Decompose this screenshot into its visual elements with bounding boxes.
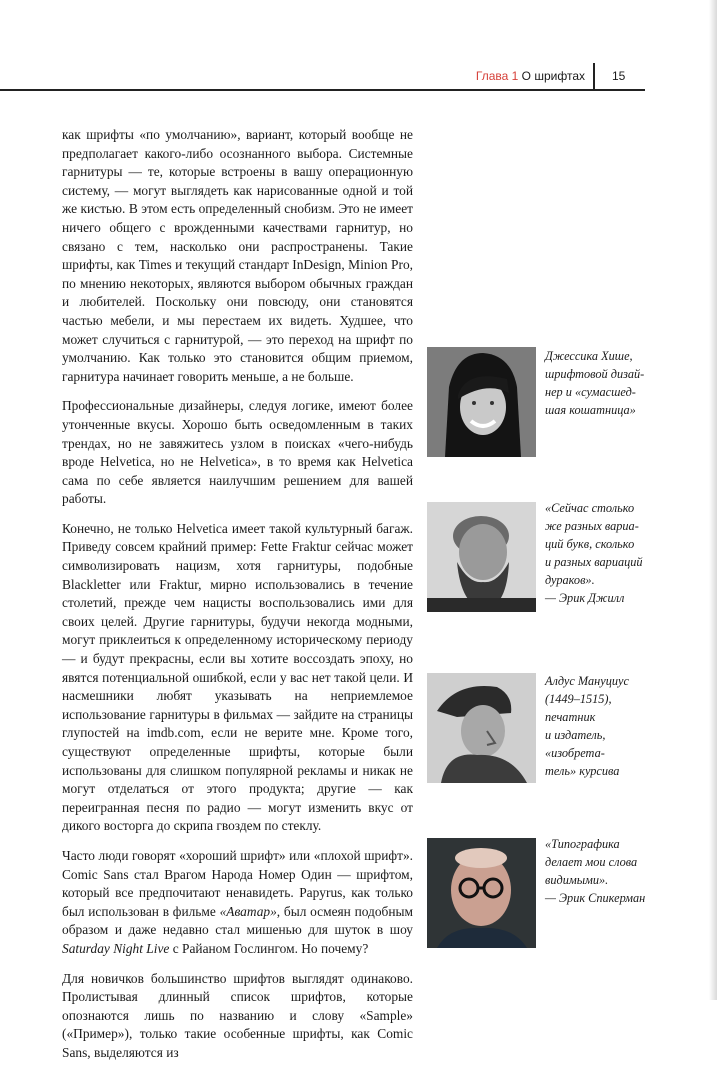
chapter-title: О шрифтах xyxy=(521,69,585,83)
caption-erik-spiekermann: «Типографика делает мои слова видимыми». — Эрик Спикерман xyxy=(545,837,646,905)
caption-eric-gill: «Сейчас столько же разных вариа- ций букв, сколько и разных вариаций дураков». — Эрик Джилл xyxy=(545,501,643,605)
paragraph-2: Профессиональные дизайнеры, следуя логике, имеют более утонченные вкусы. Хорошо быть осведомленным в таких трендах, но не завяжитесь узлом в поисках «чего-нибудь вроде Helvetica, но не Helvetica», в то время как Helvetica сама по себе является наилучшим решением для вашей работы. xyxy=(62,398,413,507)
paragraph-1: как шрифты «по умолчанию», вариант, который вообще не предполагает какого-либо осознанного выбора. Системные гарнитуры — те, которые встроены в вашу операционную систему, — могут выглядеть как нарисованные одной и той же кистью. В этом есть определенный снобизм. Это не имеет ничего общего с врожденными качествами гарнитур, но связано с тем, насколько они распространены. Такие шрифты, как Times и текущий стандарт InDesign, Minion Pro, по мнению некоторых, являются выбором обычных граждан и любителей. Поскольку они повсюду, они становятся частью мебели, и мы перестаем их видеть. Худшее, что может случиться с гарнитурой, — это переход на шрифт по умолчанию. Как только это становится общим приемом, гарнитура начинает говорить меньше, а не больше. xyxy=(62,127,413,384)
page-number: 15 xyxy=(612,69,626,83)
p4-avatar-title: «Аватар» xyxy=(219,903,277,919)
header-separator xyxy=(593,63,595,90)
caption-aldus-manutius: Алдус Мануциус (1449–1515), печатник и издатель, «изобрета- тель» курсива xyxy=(545,674,629,778)
caption-jessica-hische: Джессика Хише, шрифтовой дизай- нер и «сумасшед- шая кошатница» xyxy=(545,349,645,417)
paragraph-3: Конечно, не только Helvetica имеет такой культурный багаж. Приведу совсем крайний пример: Fette Fraktur сейчас может символизировать нацизм, хотя гарнитуры, подобные Blackletter или Fraktur, мирно использовались в течение столетий, прежде чем нацисты воспользовались ими для своих целей. Другие гарнитуры, будучи некогда модными, могут приклеиться к определенному историческому периоду — и будут прекрасны, если вы хотите воссоздать эпоху, но явятся потенциальной ошибкой, если у вас нет такой цели. И насмешники любят указывать на неприемлемое использование гарнитуры в фильмах — зайдите на страницы глупостей на imdb.com, если не верите мне. Кроме того, существуют определенные шрифты, которые были использованы для слишком популярной рекламы и никак не могут отделаться от этого продукта; другие — как переигранная песня по радио — могут изменить вкус от дикого восторга до скрипа гвоздем по стеклу. xyxy=(62,520,413,834)
p4-text-b: , был осмеян подобным образом и даже недавно стал мишенью для шуток в шоу xyxy=(62,903,414,938)
main-text-column xyxy=(62,126,413,1074)
photo-eric-gill xyxy=(427,502,536,612)
photo-aldus-manutius xyxy=(427,673,536,783)
running-header xyxy=(476,69,585,83)
photo-erik-spiekermann xyxy=(427,838,536,948)
page-edge xyxy=(709,0,717,1000)
p4-text-a: Часто люди говорят «хороший шрифт» или «плохой шрифт». Comic Sans стал Врагом Народа Номер Один — шрифтом, который все предпочитают ненавидеть. Papyrus, как только был использован в фильме xyxy=(62,847,413,919)
header-rule xyxy=(0,89,645,91)
paragraph-5: Для новичков большинство шрифтов выглядят одинаково. Пролистывая длинный список шрифтов, которые опознаются лишь по названию и слову «Sample» («Пример»), только такие особенные шрифты, как Comic Sans, выделяются из xyxy=(62,970,413,1060)
chapter-label: Глава 1 xyxy=(475,69,519,83)
p4-show-title: Saturday Night Live xyxy=(62,940,170,956)
paragraph-4 xyxy=(62,847,413,959)
p4-text-c: с Райаном Гослингом. Но почему? xyxy=(169,940,369,956)
photo-jessica-hische xyxy=(427,347,536,457)
